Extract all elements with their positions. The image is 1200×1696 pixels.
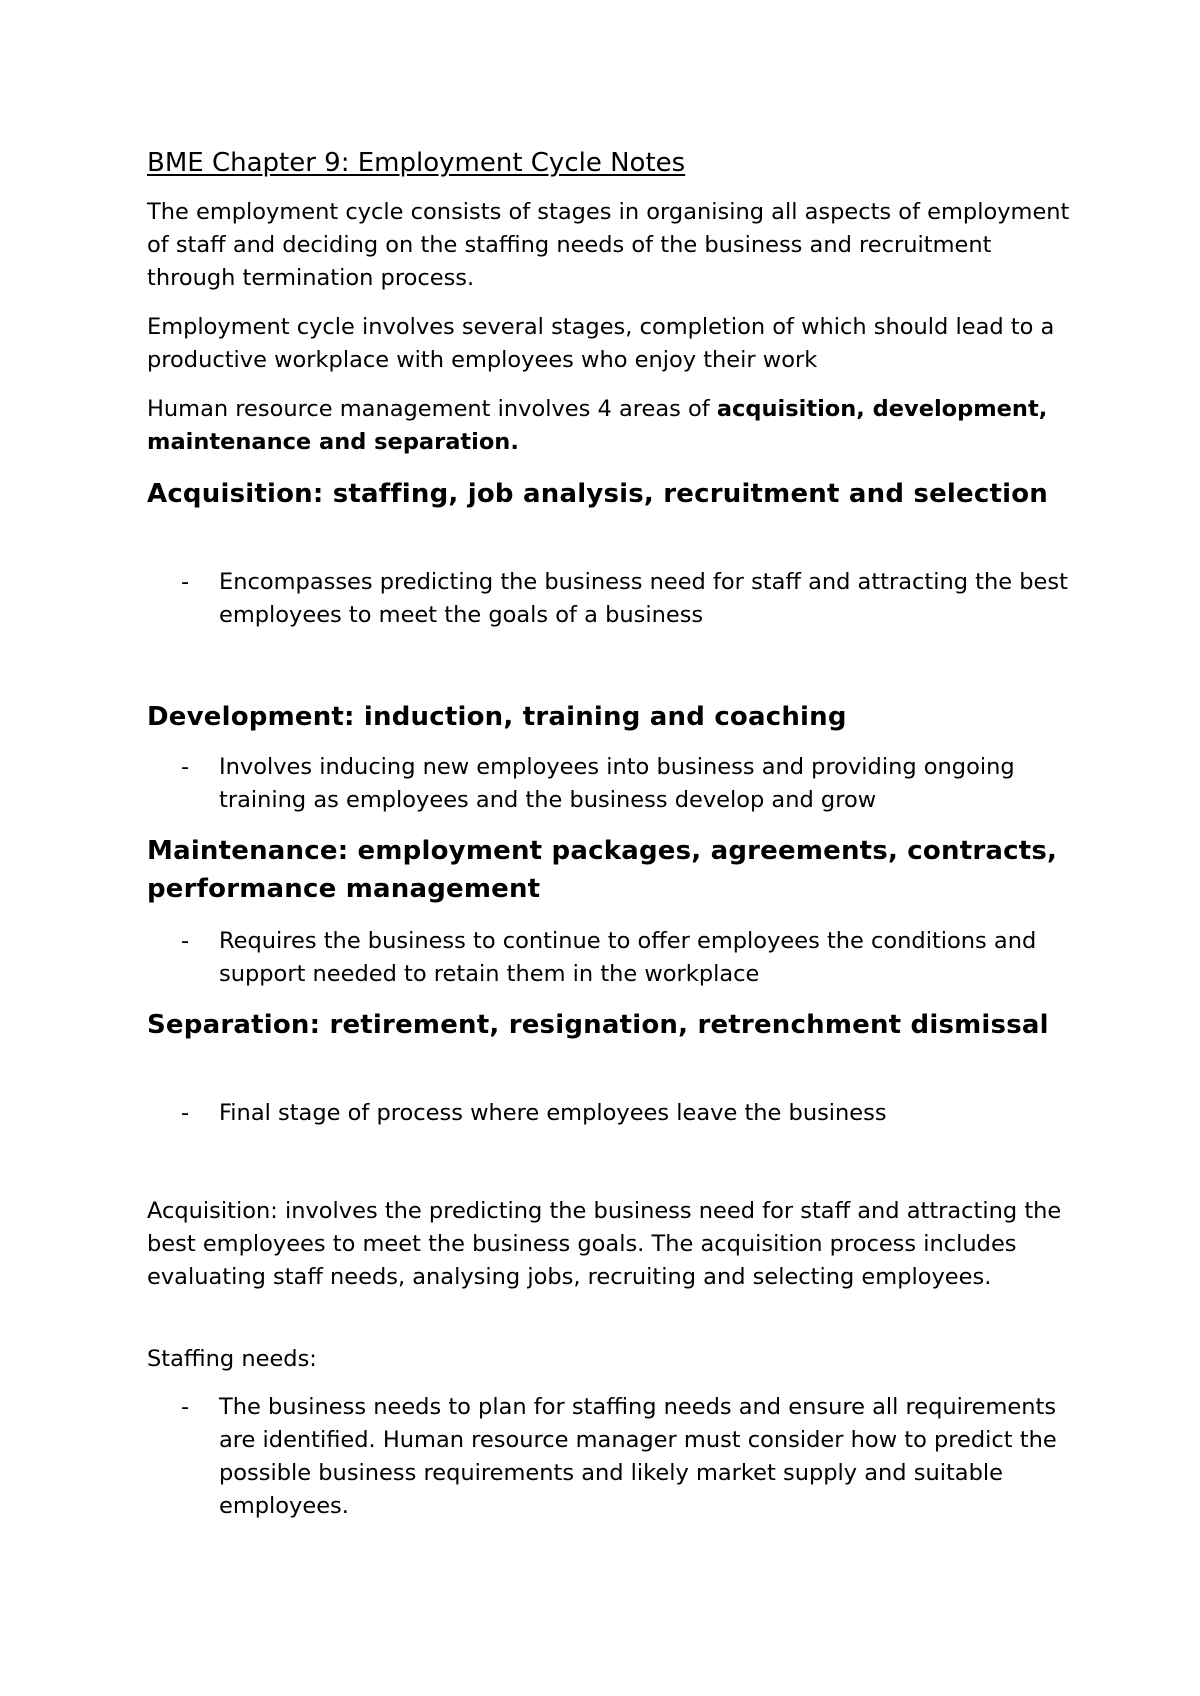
bullet-text: The business needs to plan for staffing needs and ensure all requirements are identified. Human resource manager must consider how to predict the possible business requirements and likely market supply and suitable employees. [219,1394,1057,1519]
bullet-staffing-needs [147,1391,1077,1523]
bullet-text: Involves inducing new employees into business and providing ongoing training as employees and the business develop and grow [219,754,1015,813]
bullet-development [147,751,1077,817]
bullet-text: Final stage of process where employees leave the business [219,1100,887,1126]
bullet-separation [147,1097,1077,1130]
bullet-acquisition [147,566,1077,632]
bullet-marker: - [181,928,190,954]
intro-paragraph-3-bold: acquisition, development, maintenance and separation. [147,396,1048,455]
bullet-maintenance [147,925,1077,991]
bullet-text: Requires the business to continue to offer employees the conditions and support needed to retain them in the workplace [219,928,1037,987]
document-title: BME Chapter 9: Employment Cycle Notes [147,148,686,178]
intro-paragraph-3 [147,393,1077,459]
intro-paragraph-1: The employment cycle consists of stages in organising all aspects of employment of staff and deciding on the staffing needs of the business and recruitment through termination process. [147,199,1070,291]
bullet-marker: - [181,754,190,780]
intro-paragraph-2: Employment cycle involves several stages, completion of which should lead to a productive workplace with employees who enjoy their work [147,314,1055,373]
staffing-needs-label: Staffing needs: [147,1346,317,1372]
bullet-marker: - [181,1100,190,1126]
section-heading-separation: Separation: retirement, resignation, retrenchment dismissal [147,1010,1049,1040]
bullet-marker: - [181,569,190,595]
section-heading-development: Development: induction, training and coaching [147,702,847,732]
section-heading-acquisition: Acquisition: staffing, job analysis, recruitment and selection [147,479,1048,509]
bullet-marker: - [181,1394,190,1420]
acquisition-paragraph: Acquisition: involves the predicting the business need for staff and attracting the best employees to meet the business goals. The acquisition process includes evaluating staff needs, analysing jobs, recruiting and selecting employees. [147,1198,1062,1290]
intro-paragraph-3-text: Human resource management involves 4 areas of [147,396,717,422]
section-heading-maintenance: Maintenance: employment packages, agreements, contracts, performance management [147,836,1058,904]
bullet-text: Encompasses predicting the business need for staff and attracting the best employees to meet the goals of a business [219,569,1068,628]
